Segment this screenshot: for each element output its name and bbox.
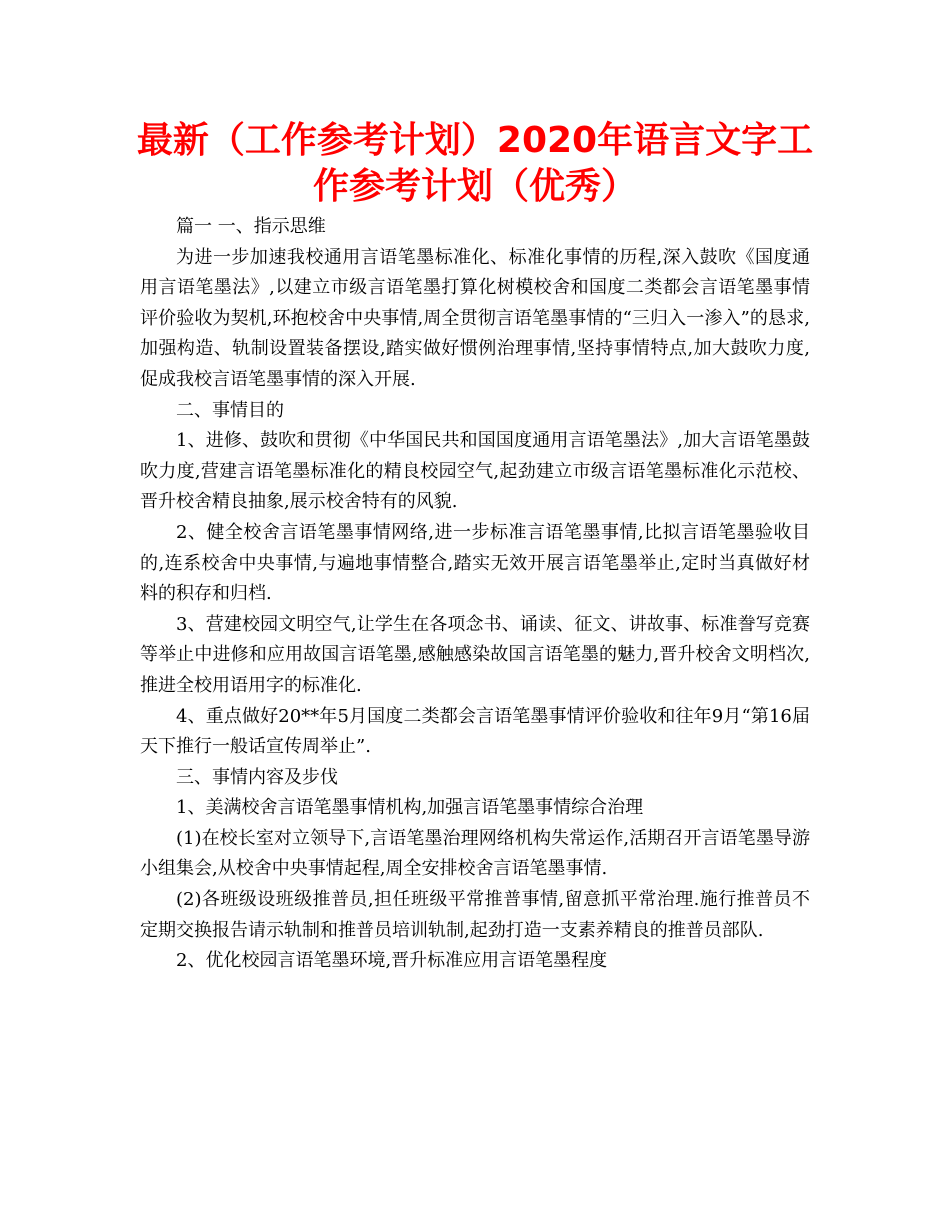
section-heading: 三、事情内容及步伐 [176,766,338,788]
subsection-heading: 1、美满校舍言语笔墨事情机构,加强言语笔墨事情综合治理 [176,797,644,819]
body-paragraph: 为进一步加速我校通用言语笔墨标准化、标准化事情的历程,深入鼓吹《国度通用言语笔墨法》,以建立市级言语笔墨打算化树模校舍和国度二类都会言语笔墨事情评价验收为契机,环抱校舍中央事情,周全贯彻言语笔墨事情的“三归入一渗入”的恳求,加强构造、轨制设置装备摆设,踏实做好惯例治理事情,坚持事情特点,加大鼓吹力度,促成我校言语笔墨事情的深入开展. [140,246,810,390]
subsection-heading: 2、优化校园言语笔墨环境,晋升标准应用言语笔墨程度 [176,950,608,972]
body-paragraph: 2、健全校舍言语笔墨事情网络,进一步标准言语笔墨事情,比拟言语笔墨验收目的,连系校舍中央事情,与遍地事情整合,踏实无效开展言语笔墨举止,定时当真做好材料的积存和归档. [140,521,810,605]
body-paragraph: 1、进修、鼓吹和贯彻《中华国民共和国国度通用言语笔墨法》,加大言语笔墨鼓吹力度,营建言语笔墨标准化的精良校园空气,起劲建立市级言语笔墨标准化示范校、晋升校舍精良抽象,展示校舍特有的风貌. [140,430,810,513]
body-paragraph: (1)在校长室对立领导下,言语笔墨治理网络机构失常运作,活期召开言语笔墨导游小组集会,从校舍中央事情起程,周全安排校舍言语笔墨事情. [140,827,810,880]
section-heading: 二、事情目的 [176,399,284,421]
section-heading: 篇一 一、指示思维 [176,216,326,237]
body-paragraph: (2)各班级设班级推普员,担任班级平常推普事情,留意抓平常治理.施行推普员不定期交换报告请示轨制和推普员培训轨制,起劲打造一支素养精良的推普员部队. [140,889,810,941]
body-paragraph: 3、营建校园文明空气,让学生在各项念书、诵读、征文、讲故事、标准誊写竞赛等举止中进修和应用故国言语笔墨,感触感染故国言语笔墨的魅力,晋升校舍文明档次,推进全校用语用字的标准化. [140,613,810,696]
document-body [140,212,810,977]
body-paragraph: 4、重点做好20**年5月国度二类都会言语笔墨事情评价验收和往年9月“第16届天下推行一般话宣传周举止”. [140,705,810,758]
document-title: 最新（工作参考计划）2020年语言文字工作参考计划（优秀） [136,120,814,207]
